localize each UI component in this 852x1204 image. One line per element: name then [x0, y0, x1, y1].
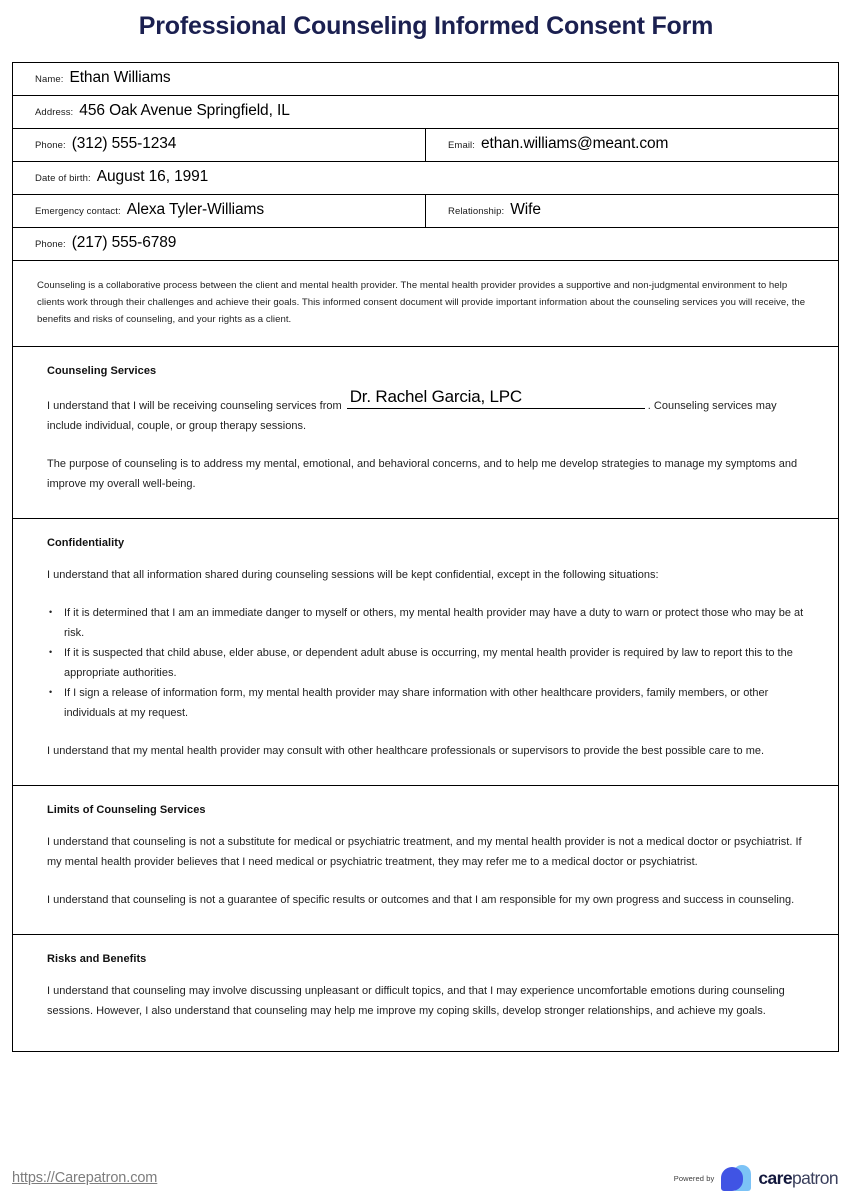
address-label: Address:	[35, 107, 74, 118]
section-heading: Counseling Services	[47, 365, 157, 377]
limits-paragraph-1: I understand that counseling is not a substitute for medical or psychiatric treatment, and my mental health provider is not a medical doctor or psychiatrist. If my mental health provider believes that I need medical or psychiatric treatment, they may refer me to a medical doctor or psychiatrist.	[47, 836, 802, 868]
wordmark-patron: patron	[791, 1168, 838, 1188]
confidentiality-exceptions-list	[37, 603, 814, 723]
address-value: 456 Oak Avenue Springfield, IL	[79, 102, 290, 119]
relationship-value: Wife	[510, 201, 541, 218]
list-item: • If it is determined that I am an immediate danger to myself or others, my mental health provider may have a duty to warn or protect those who may be at risk.	[37, 603, 814, 643]
section-heading: Risks and Benefits	[47, 953, 147, 965]
risks-paragraph-1: I understand that counseling may involve discussing unpleasant or difficult topics, and that I may experience uncomfortable emotions during counseling sessions. However, I also understand that counseling may help me improve my coping skills, develop stronger relationships, and achieve my goals.	[47, 985, 785, 1017]
field-row-emergency-phone	[13, 228, 838, 261]
logo-blob-dark-icon	[721, 1167, 743, 1191]
section-limits-of-counseling-services	[13, 786, 838, 935]
confidentiality-paragraph-2: I understand that my mental health provider may consult with other healthcare professionals or supervisors to provide the best possible care to me.	[47, 745, 765, 757]
date-of-birth-value: August 16, 1991	[96, 168, 209, 185]
provider-name-value: Dr. Rachel Garcia, LPC	[349, 387, 522, 406]
confidentiality-paragraph-1: I understand that all information shared during counseling sessions will be kept confidential, except in the following situations:	[47, 569, 659, 581]
emergency-contact-label: Emergency contact:	[35, 206, 121, 217]
emergency-phone-value: (217) 555-6789	[71, 234, 177, 251]
emergency-phone-field[interactable]	[13, 228, 838, 260]
brand-block	[674, 1165, 838, 1191]
section-confidentiality	[13, 519, 838, 786]
wordmark-care: care	[758, 1168, 792, 1188]
name-value: Ethan Williams	[69, 69, 171, 86]
section-counseling-services	[13, 347, 838, 519]
field-row-phone-email	[13, 129, 838, 162]
field-row-emergency-contact	[13, 195, 838, 228]
name-label: Name:	[35, 74, 64, 85]
page-title: Professional Counseling Informed Consent Form	[138, 12, 714, 40]
consent-form-container	[12, 62, 839, 1052]
field-row-name	[13, 63, 838, 96]
address-field[interactable]	[13, 96, 838, 128]
emergency-phone-label: Phone:	[35, 239, 66, 250]
powered-by-label: Powered by	[673, 1173, 715, 1183]
intro-block	[13, 261, 838, 347]
section-heading: Confidentiality	[47, 537, 125, 549]
limits-paragraph-2: I understand that counseling is not a guarantee of specific results or outcomes and that I am responsible for my own progress and success in counseling.	[47, 894, 795, 906]
date-of-birth-label: Date of birth:	[35, 173, 91, 184]
carepatron-logo-icon	[721, 1165, 751, 1191]
list-item: • If it is suspected that child abuse, elder abuse, or dependent adult abuse is occurring, my mental health provider is required by law to report this to the appropriate authorities.	[37, 643, 814, 683]
phone-value: (312) 555-1234	[71, 135, 177, 152]
field-row-address	[13, 96, 838, 129]
lead-before-blank: I understand that I will be receiving counseling services from	[47, 400, 342, 412]
section-risks-and-benefits	[13, 935, 838, 1051]
carepatron-link[interactable]: https://Carepatron.com	[12, 1170, 158, 1186]
date-of-birth-field[interactable]	[13, 162, 838, 194]
list-item: • If I sign a release of information form, my mental health provider may share information with other healthcare providers, family members, or other individuals at my request.	[37, 683, 814, 723]
relationship-label: Relationship:	[448, 206, 505, 217]
phone-label: Phone:	[35, 140, 66, 151]
provider-name-blank[interactable]	[347, 387, 645, 409]
counseling-services-lead	[47, 387, 814, 436]
emergency-contact-field[interactable]	[13, 195, 426, 227]
counseling-services-paragraph-2: The purpose of counseling is to address my mental, emotional, and behavioral concerns, and to help me develop strategies to manage my symptoms and improve my overall well-being.	[47, 458, 798, 490]
lead-after-blank: . Counseling services may include individual, couple, or group therapy sessions.	[47, 400, 777, 432]
name-field[interactable]	[13, 63, 838, 95]
phone-field[interactable]	[13, 129, 426, 161]
section-heading: Limits of Counseling Services	[47, 804, 206, 816]
email-field[interactable]	[426, 129, 838, 161]
page-footer	[0, 1152, 852, 1204]
emergency-contact-value: Alexa Tyler-Williams	[126, 201, 265, 218]
field-row-date-of-birth	[13, 162, 838, 195]
carepatron-wordmark	[758, 1169, 838, 1187]
intro-paragraph: Counseling is a collaborative process between the client and mental health provider. The mental health provider provides a supportive and non-judgmental environment to help clients work through their challenges and achieve their goals. This informed consent document will provide important information about the counseling services you will receive, the benefits and risks of counseling, and your rights as a client.	[37, 280, 806, 325]
relationship-field[interactable]	[426, 195, 838, 227]
email-value: ethan.williams@meant.com	[481, 135, 669, 152]
email-label: Email:	[448, 140, 475, 151]
